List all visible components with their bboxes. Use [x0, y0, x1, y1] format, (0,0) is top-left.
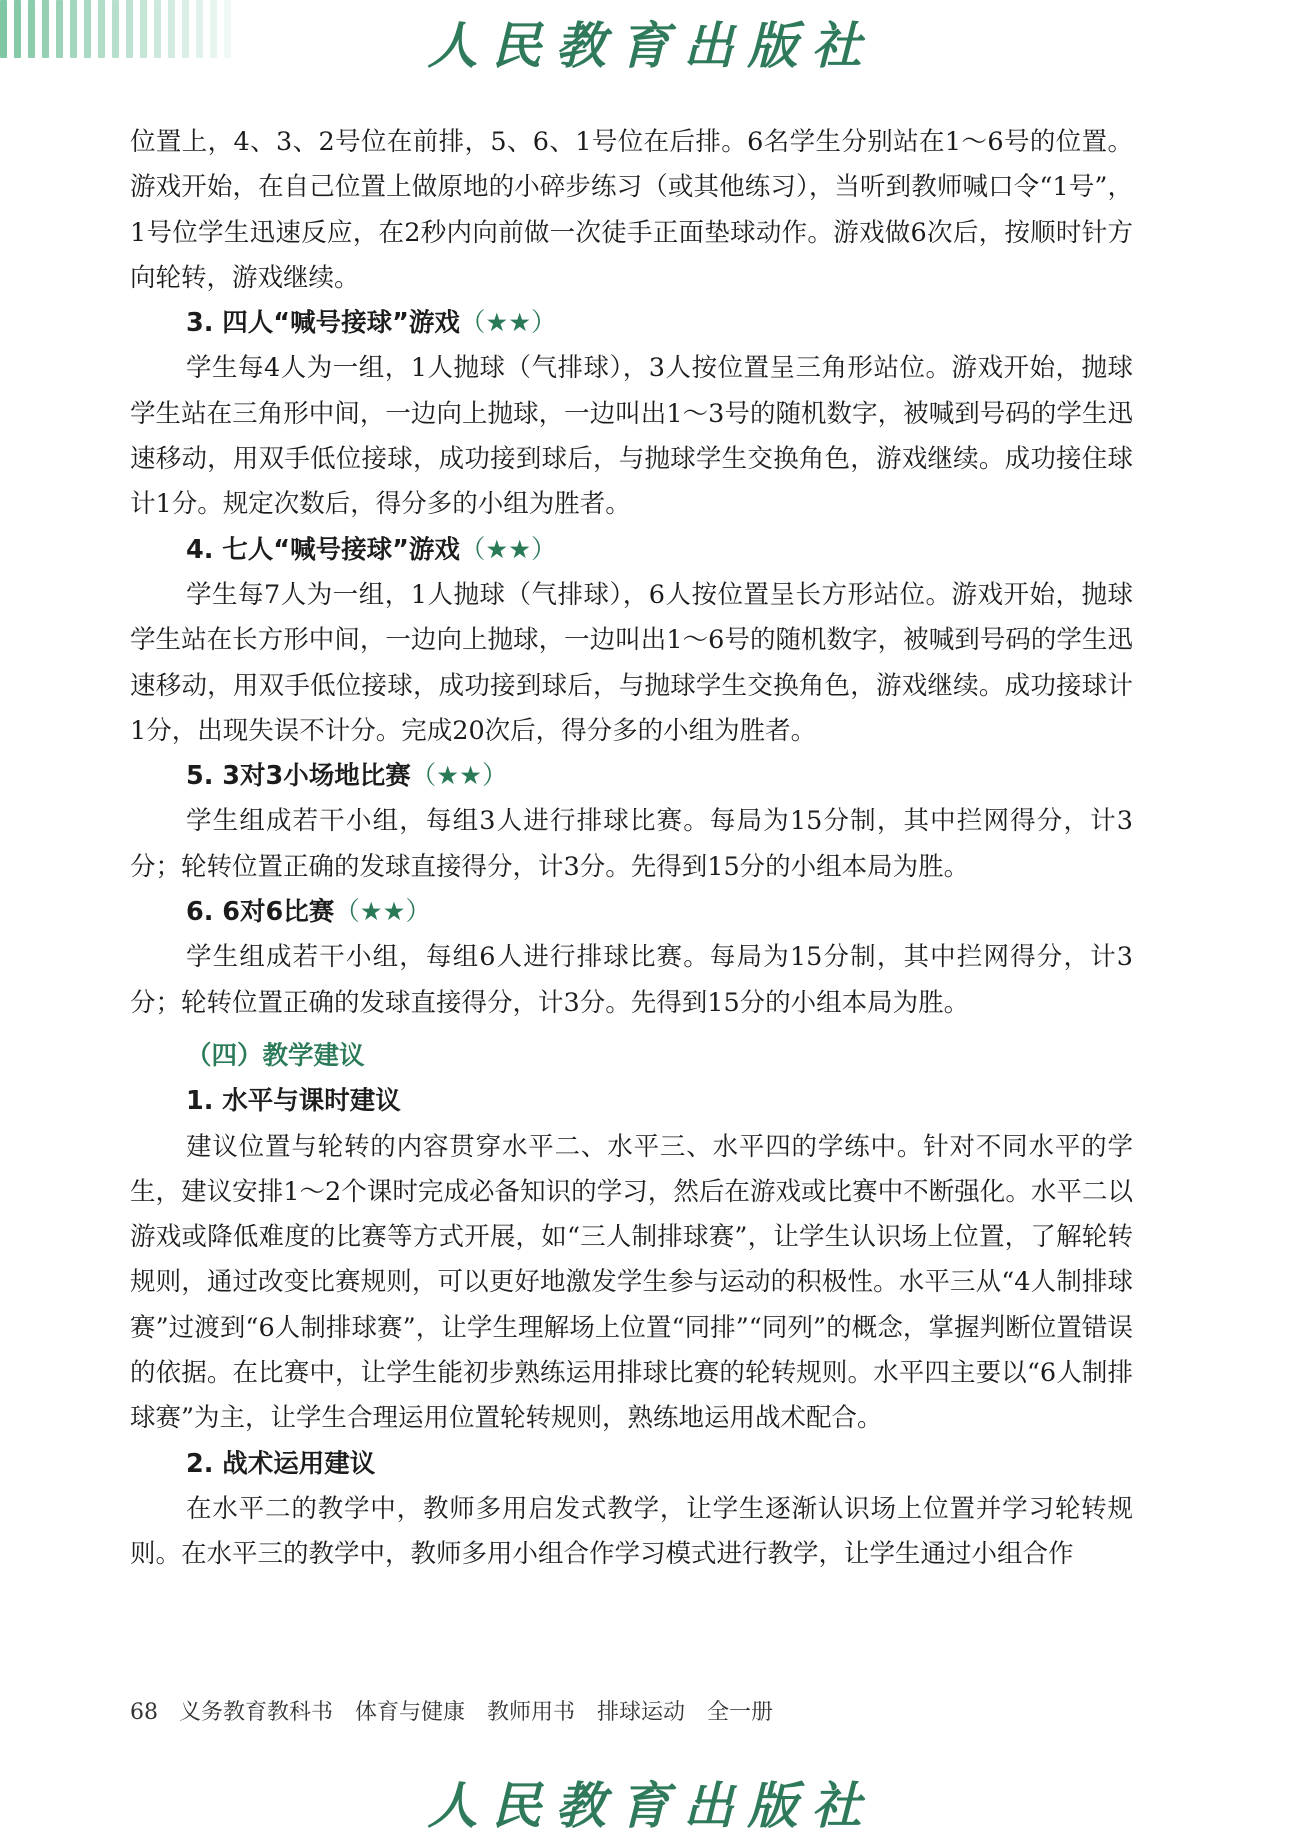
heading-text: 4. 七人“喊号接球”游戏	[186, 534, 460, 565]
page-footer	[130, 1695, 773, 1726]
heading-level-suggestion: 1. 水平与课时建议	[186, 1086, 401, 1117]
heading-text: 5. 3对3小场地比赛	[186, 761, 411, 792]
heading-game-3	[130, 301, 1133, 346]
heading-text: 6. 6对6比赛	[186, 897, 335, 928]
heading-game-5	[130, 754, 1133, 799]
heading-text: 3. 四人“喊号接球”游戏	[186, 308, 460, 339]
book-info: 义务教育教科书 体育与健康 教师用书 排球运动 全一册	[178, 1700, 773, 1725]
paragraph: 学生组成若干小组，每组3人进行排球比赛。每局为15分制，其中拦网得分，计3分；轮转位置正确的发球直接得分，计3分。先得到15分的小组本局为胜。	[130, 806, 1133, 882]
heading-tactics-suggestion: 2. 战术运用建议	[186, 1448, 376, 1479]
paragraph: 学生每7人为一组，1人抛球（气排球），6人按位置呈长方形站位。游戏开始，抛球学生站在长方形中间，一边向上抛球，一边叫出1～6号的随机数字，被喊到号码的学生迅速移动，用双手低位接球，成功接到球后，与抛球学生交换角色，游戏继续。成功接球计1分，出现失误不计分。完成20次后，得分多的小组为胜者。	[130, 579, 1133, 746]
paragraph: 位置上，4、3、2号位在前排，5、6、1号位在后排。6名学生分别站在1～6号的位置。游戏开始，在自己位置上做原地的小碎步练习（或其他练习），当听到教师喊口令“1号”，1号位学生迅速反应，在2秒内向前做一次徒手正面垫球动作。游戏做6次后，按顺时针方向轮转，游戏继续。	[130, 127, 1133, 293]
publisher-logo-top: 人民教育出版社	[427, 16, 876, 75]
difficulty-stars: （★★）	[459, 308, 557, 339]
page-content	[130, 120, 1133, 1578]
paragraph: 学生组成若干小组，每组6人进行排球比赛。每局为15分制，其中拦网得分，计3分；轮转位置正确的发球直接得分，计3分。先得到15分的小组本局为胜。	[130, 942, 1133, 1018]
section-heading-teaching-suggestions: （四）教学建议	[186, 1040, 365, 1071]
difficulty-stars: （★★）	[334, 897, 432, 928]
difficulty-stars: （★★）	[459, 534, 557, 565]
heading-game-6	[130, 890, 1133, 935]
publisher-logo-bottom: 人民教育出版社	[427, 1776, 876, 1835]
page-number: 68	[130, 1700, 158, 1725]
difficulty-stars: （★★）	[410, 761, 508, 792]
paragraph: 在水平二的教学中，教师多用启发式教学，让学生逐渐认识场上位置并学习轮转规则。在水平三的教学中，教师多用小组合作学习模式进行教学，让学生通过小组合作	[130, 1493, 1133, 1570]
heading-game-4	[130, 528, 1133, 573]
paragraph: 建议位置与轮转的内容贯穿水平二、水平三、水平四的学练中。针对不同水平的学生，建议安排1～2个课时完成必备知识的学习，然后在游戏或比赛中不断强化。水平二以游戏或降低难度的比赛等方式开展，如“三人制排球赛”，让学生认识场上位置，了解轮转规则，通过改变比赛规则，可以更好地激发学生参与运动的积极性。水平三从“4人制排球赛”过渡到“6人制排球赛”，让学生理解场上位置“同排”“同列”的概念，掌握判断位置错误的依据。在比赛中，让学生能初步熟练运用排球比赛的轮转规则。水平四主要以“6人制排球赛”为主，让学生合理运用位置轮转规则，熟练地运用战术配合。	[130, 1131, 1133, 1434]
paragraph: 学生每4人为一组，1人抛球（气排球），3人按位置呈三角形站位。游戏开始，抛球学生站在三角形中间，一边向上抛球，一边叫出1～3号的随机数字，被喊到号码的学生迅速移动，用双手低位接球，成功接到球后，与抛球学生交换角色，游戏继续。成功接住球计1分。规定次数后，得分多的小组为胜者。	[130, 353, 1133, 520]
